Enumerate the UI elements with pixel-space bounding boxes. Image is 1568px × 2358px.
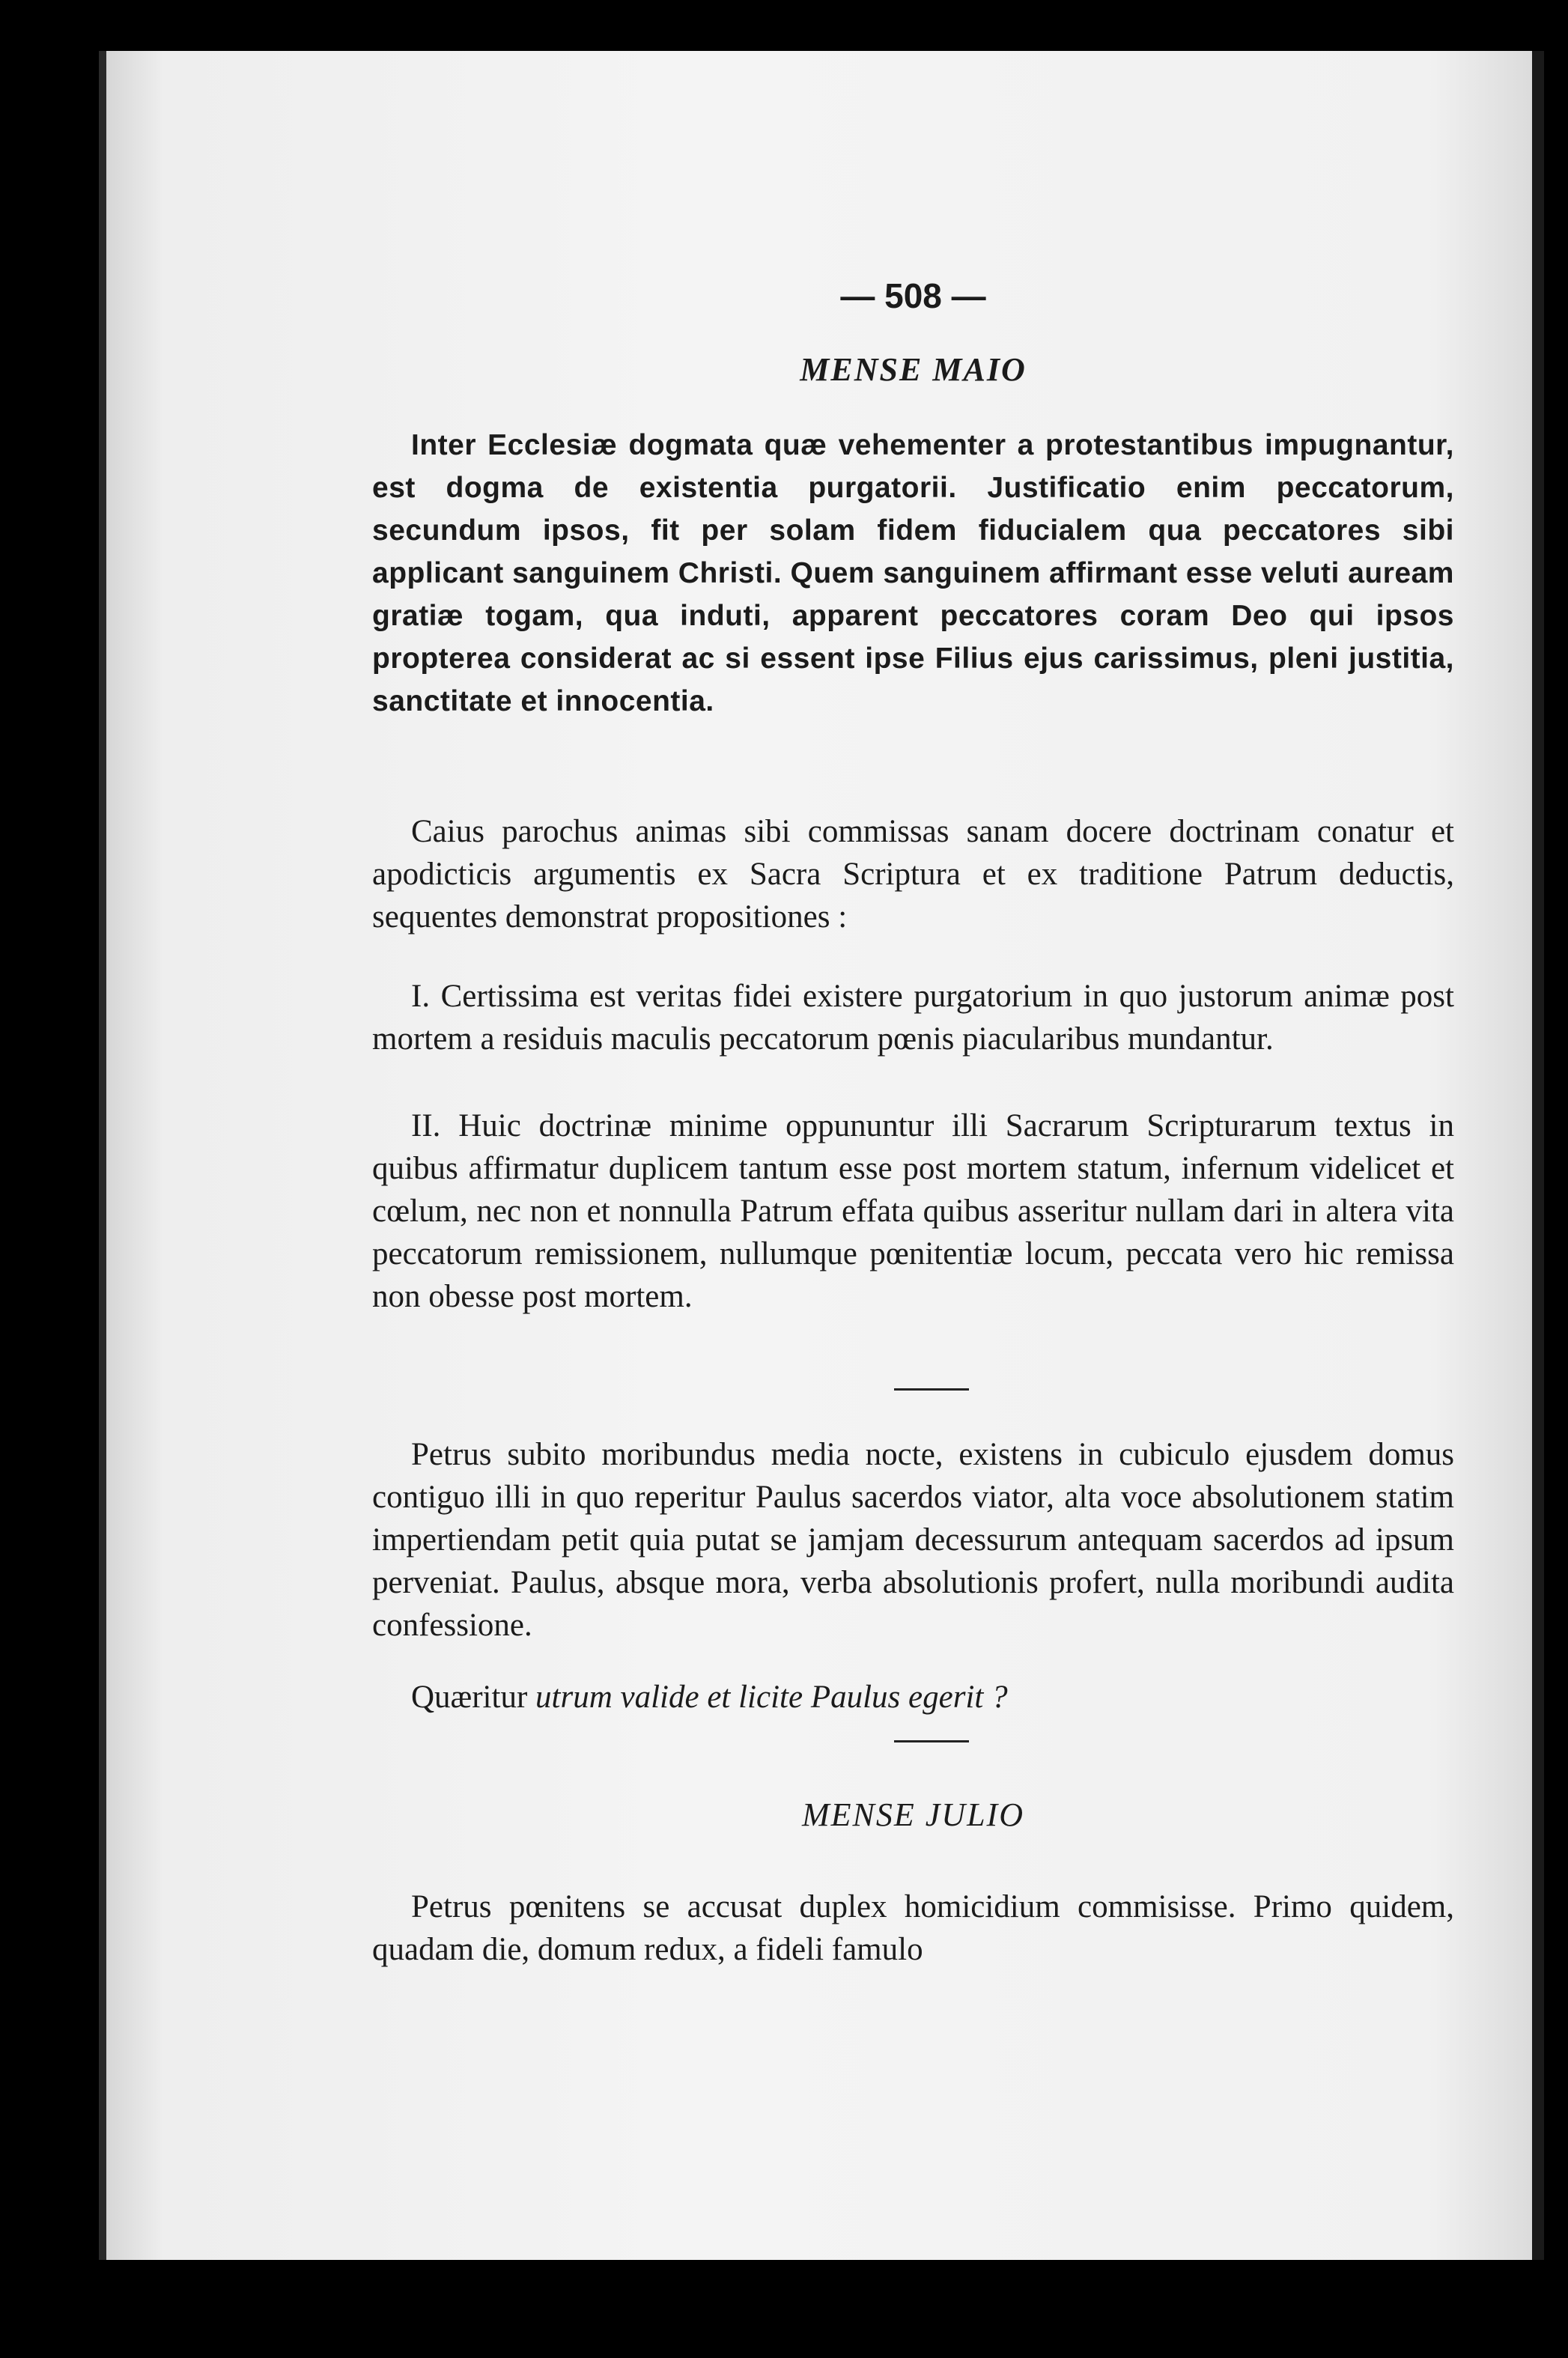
section-divider [894, 1740, 969, 1742]
paragraph-julio: Petrus pœnitens se accusat duplex homicidium commisisse. Primo quidem, quadam die, domum redux, a fideli famulo [372, 1889, 1454, 1967]
section-divider [894, 1388, 969, 1391]
case-paragraph: Petrus subito moribundus media nocte, existens in cubiculo ejusdem domus contiguo illi in quo reperitur Paulus sacerdos viator, alta voce absolutionem statim impertiendam petit quia putat se jamjam decessurum antequam sacerdos ad ipsum perveniat. Paulus, absque mora, verba absolutionis profert, nulla moribundi audita confessione. [372, 1437, 1454, 1643]
page-number: — 508 — [840, 276, 986, 315]
question-text: utrum valide et licite Paulus egerit ? [535, 1680, 1008, 1715]
paragraph-intro: Inter Ecclesiæ dogmata quæ vehementer a protestantibus impugnantur, est dogma de existentia purgatorii. Justificatio enim peccatorum, secundum ipsos, fit per solam fidem fiducialem qua peccatores sibi applicant sanguinem Christi. Quem sanguinem affirmant esse veluti auream gratiæ togam, qua induti, apparent peccatores coram Deo qui ipsos propterea considerat ac si essent ipse Filius ejus carissimus, pleni justitia, sanctitate et innocentia. [372, 429, 1454, 717]
question-line [372, 1676, 1454, 1719]
proposition-one: I. Certissima est veritas fidei existere purgatorium in quo justorum animæ post mortem a residuis maculis peccatorum pœnis piacularibus mundantur. [372, 979, 1454, 1057]
paragraph-caius: Caius parochus animas sibi commissas sanam docere doctrinam conatur et apodicticis argumentis ex Sacra Scriptura et ex traditione Patrum deductis, sequentes demonstrat propositiones : [372, 814, 1454, 935]
section-heading-mai: MENSE MAIO [800, 351, 1027, 388]
question-prefix: Quæritur [411, 1680, 536, 1715]
section-heading-julio: MENSE JULIO [802, 1796, 1024, 1833]
proposition-two: II. Huic doctrinæ minime oppununtur illi Sacrarum Scripturarum textus in quibus affirmatur duplicem tantum esse post mortem statum, infernum videlicet et cœlum, nec non et nonnulla Patrum effata quibus asseritur nullam dari in altera vita peccatorum remissionem, nullumque pœnitentiæ locum, peccata vero hic remissa non obesse post mortem. [372, 1108, 1454, 1314]
book-page [99, 51, 1544, 2260]
